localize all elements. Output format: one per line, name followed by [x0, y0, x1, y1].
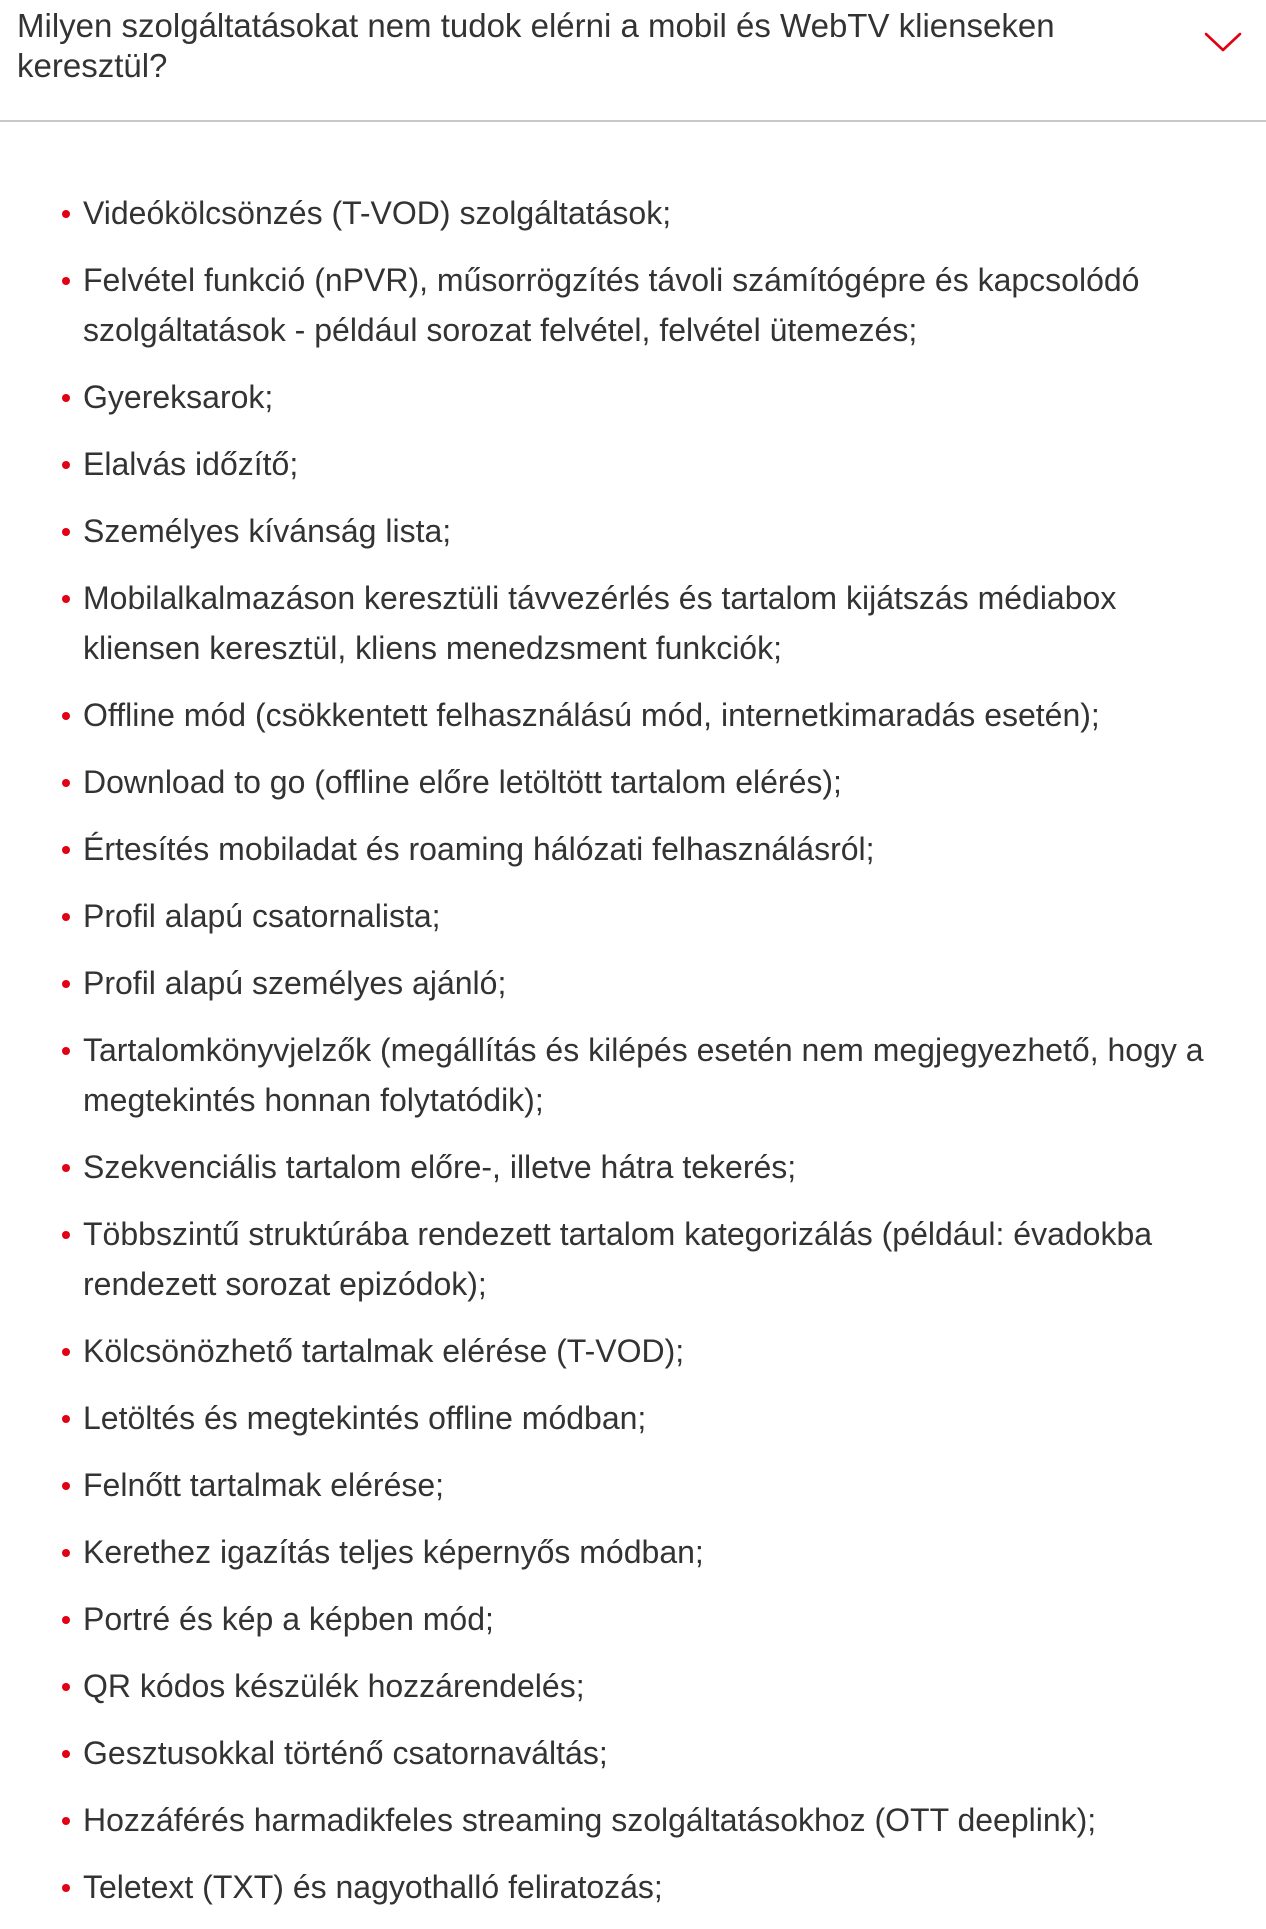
list-item-text: Offline mód (csökkentett felhasználású mód, internetkimaradás esetén); [83, 697, 1100, 733]
list-item [62, 1025, 1232, 1125]
bullet-icon [62, 1415, 70, 1423]
list-item [62, 958, 1232, 1008]
list-item [62, 573, 1232, 673]
bullet-icon [62, 595, 70, 603]
list-item-text: Teletext (TXT) és nagyothalló feliratozás; [83, 1869, 663, 1905]
faq-question: Milyen szolgáltatásokat nem tudok elérni a mobil és WebTV klienseken keresztül? [17, 7, 1055, 84]
list-item-text: Gesztusokkal történő csatornaváltás; [83, 1735, 608, 1771]
list-item-text: Személyes kívánság lista; [83, 513, 452, 549]
list-item-text: Kölcsönözhető tartalmak elérése (T-VOD); [83, 1333, 685, 1369]
bullet-icon [62, 779, 70, 787]
list-item [62, 1728, 1232, 1778]
list-item-text: Értesítés mobiladat és roaming hálózati felhasználásról; [83, 831, 875, 867]
bullet-icon [62, 1683, 70, 1691]
list-item-text: Kerethez igazítás teljes képernyős módban; [83, 1534, 704, 1570]
list-item [62, 1594, 1232, 1644]
bullet-icon [62, 980, 70, 988]
list-item [62, 1795, 1232, 1845]
bullet-icon [62, 1047, 70, 1055]
bullet-icon [62, 528, 70, 536]
list-item-text: Videókölcsönzés (T-VOD) szolgáltatások; [83, 195, 672, 231]
list-item [62, 1460, 1232, 1510]
list-item [62, 372, 1232, 422]
list-item-text: Szekvenciális tartalom előre-, illetve hátra tekerés; [83, 1149, 797, 1185]
list-item [62, 690, 1232, 740]
list-item [62, 1142, 1232, 1192]
list-item-text: Gyereksarok; [83, 379, 274, 415]
bullet-icon [62, 1549, 70, 1557]
list-item [62, 757, 1232, 807]
bullet-icon [62, 461, 70, 469]
bullet-icon [62, 394, 70, 402]
list-item-text: Többszintű struktúrába rendezett tartalom kategorizálás (például: évadokba rendezett sorozat epizódok); [83, 1216, 1153, 1302]
bullet-icon [62, 1817, 70, 1825]
list-item-text: Profil alapú személyes ajánló; [83, 965, 507, 1001]
list-item [62, 1209, 1232, 1309]
list-item-text: QR kódos készülék hozzárendelés; [83, 1668, 585, 1704]
list-item-text: Download to go (offline előre letöltött tartalom elérés); [83, 764, 842, 800]
bullet-icon [62, 210, 70, 218]
list-item [62, 188, 1232, 238]
list-item-text: Mobilalkalmazáson keresztüli távvezérlés és tartalom kijátszás médiabox kliensen keresztül, kliens menedzsment funkciók; [83, 580, 1117, 666]
chevron-down-icon[interactable] [1203, 28, 1243, 58]
bullet-icon [62, 1616, 70, 1624]
bullet-icon [62, 1348, 70, 1356]
faq-accordion-header[interactable] [0, 0, 1266, 122]
list-item [62, 1393, 1232, 1443]
faq-answer-list [62, 188, 1232, 1929]
list-item-text: Portré és kép a képben mód; [83, 1601, 494, 1637]
bullet-icon [62, 1482, 70, 1490]
list-item-text: Letöltés és megtekintés offline módban; [83, 1400, 647, 1436]
bullet-icon [62, 1750, 70, 1758]
bullet-icon [62, 913, 70, 921]
list-item [62, 506, 1232, 556]
list-item-text: Hozzáférés harmadikfeles streaming szolgáltatásokhoz (OTT deeplink); [83, 1802, 1097, 1838]
bullet-icon [62, 1231, 70, 1239]
list-item-text: Felvétel funkció (nPVR), műsorrögzítés távoli számítógépre és kapcsolódó szolgáltatások - például sorozat felvétel, felvétel ütemezés; [83, 262, 1140, 348]
bullet-icon [62, 712, 70, 720]
bullet-icon [62, 1164, 70, 1172]
list-item [62, 824, 1232, 874]
bullet-icon [62, 846, 70, 854]
list-item-text: Felnőtt tartalmak elérése; [83, 1467, 445, 1503]
list-item-text: Tartalomkönyvjelzők (megállítás és kilépés esetén nem megjegyezhető, hogy a megtekintés honnan folytatódik); [83, 1032, 1204, 1118]
list-item [62, 1661, 1232, 1711]
list-item [62, 1326, 1232, 1376]
list-item-text: Profil alapú csatornalista; [83, 898, 441, 934]
list-item [62, 891, 1232, 941]
list-item-text: Elalvás időzítő; [83, 446, 299, 482]
list-item [62, 1527, 1232, 1577]
bullet-icon [62, 277, 70, 285]
list-item [62, 255, 1232, 355]
list-item [62, 439, 1232, 489]
bullet-icon [62, 1884, 70, 1892]
